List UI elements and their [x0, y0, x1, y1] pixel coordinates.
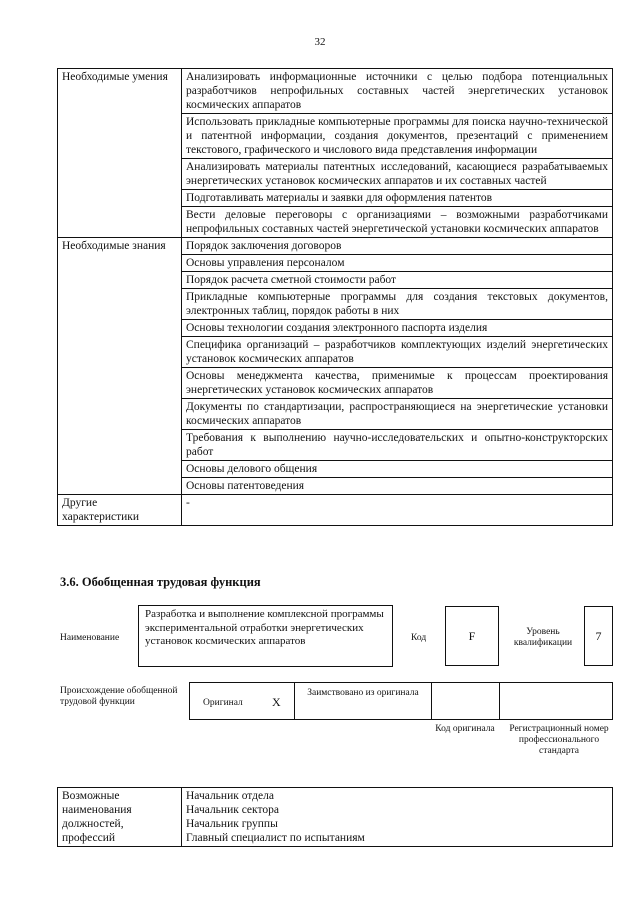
reg-number-caption: Регистрационный номер профессионального стандарта [509, 724, 609, 756]
code-original-caption: Код оригинала [435, 724, 495, 734]
knowledge-item: Порядок заключения договоров [182, 238, 613, 255]
other-label: Другие характеристики [58, 495, 182, 526]
position-item: Главный специалист по испытаниям [186, 832, 365, 844]
requirements-table [57, 68, 613, 526]
skill-item: Анализировать материалы патентных исследований, касающиеся разрабатываемых энергетических установок космических аппаратов и их составных частей [182, 159, 613, 190]
section-title: 3.6. Обобщенная трудовая функция [60, 575, 261, 589]
positions-list [182, 788, 613, 847]
code-label: Код [411, 633, 427, 643]
positions-table [57, 787, 613, 847]
position-item: Начальник сектора [186, 804, 279, 816]
knowledge-item: Основы менеджмента качества, применимые к процессам проектирования энергетических установок космических аппаратов [182, 368, 613, 399]
table-row [58, 788, 613, 847]
knowledge-item: Специфика организаций – разработчиков комплектующих изделий энергетических установок космических аппаратов [182, 337, 613, 368]
knowledge-item: Основы делового общения [182, 461, 613, 478]
name-label: Наименование [60, 633, 120, 643]
table-row [58, 495, 613, 526]
origin-divider [499, 682, 500, 720]
knowledge-item: Требования к выполнению научно-исследовательских и опытно-конструкторских работ [182, 430, 613, 461]
position-item: Начальник отдела [186, 790, 274, 802]
code-value: F [445, 606, 499, 666]
name-value: Разработка и выполнение комплексной программы экспериментальной отработки энергетических установок космических аппаратов [138, 605, 393, 667]
knowledge-item: Порядок расчета сметной стоимости работ [182, 272, 613, 289]
knowledge-item: Основы технологии создания электронного паспорта изделия [182, 320, 613, 337]
skill-item: Подготавливать материалы и заявки для оформления патентов [182, 190, 613, 207]
level-value: 7 [584, 606, 613, 666]
positions-label: Возможные наименования должностей, профессий [58, 788, 182, 847]
original-mark: X [272, 695, 281, 709]
knowledge-item: Основы управления персоналом [182, 255, 613, 272]
borrowed-label: Заимствовано из оригинала [307, 688, 419, 698]
knowledge-item: Основы патентоведения [182, 478, 613, 495]
level-label: Уровень квалификации [513, 627, 573, 648]
other-value: - [182, 495, 613, 526]
origin-divider [431, 682, 432, 720]
knowledge-item: Прикладные компьютерные программы для создания текстовых документов, электронных таблиц, порядок работы в них [182, 289, 613, 320]
page-number: 32 [314, 36, 326, 48]
position-item: Начальник группы [186, 818, 278, 830]
origin-divider [294, 682, 295, 720]
skill-item: Вести деловые переговоры с организациями – возможными разработчиками непрофильных составных частей энергетической установки космических аппаратов [182, 207, 613, 238]
skill-item: Использовать прикладные компьютерные программы для поиска научно-технической и патентной информации, создания документов, презентаций с применением текстового, графического и числового вида представления информации [182, 114, 613, 159]
original-label: Оригинал [203, 698, 243, 708]
origin-label: Происхождение обобщенной трудовой функции [60, 686, 178, 707]
knowledge-item: Документы по стандартизации, распространяющиеся на энергетические установки космических аппаратов [182, 399, 613, 430]
knowledge-label: Необходимые знания [58, 238, 182, 495]
table-row [58, 238, 613, 255]
skill-item: Анализировать информационные источники с целью подбора потенциальных разработчиков непрофильных составных частей энергетических установок космических аппаратов [182, 69, 613, 114]
table-row [58, 69, 613, 114]
skills-label: Необходимые умения [58, 69, 182, 238]
